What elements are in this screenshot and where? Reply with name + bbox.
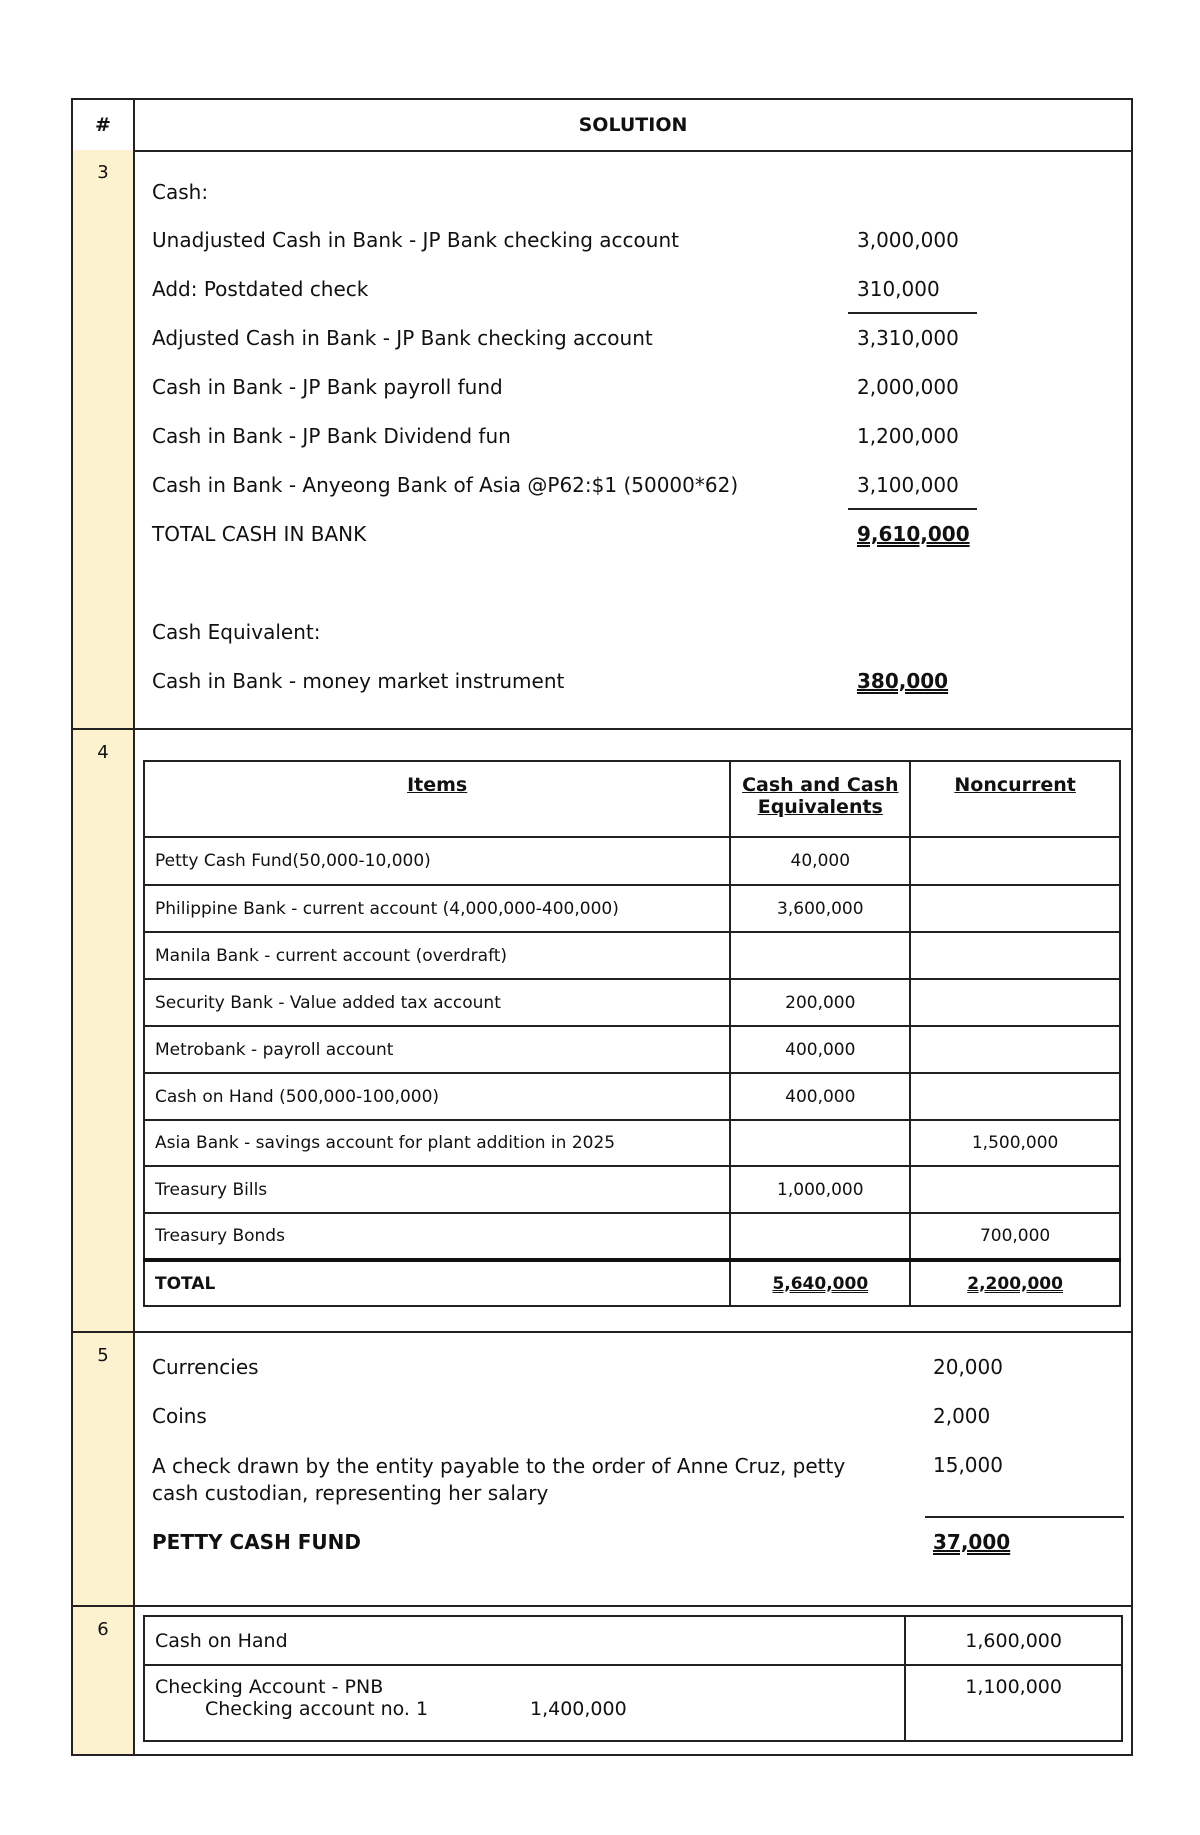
total-noncurrent: 2,200,000 bbox=[910, 1260, 1120, 1306]
cash-cell: 40,000 bbox=[730, 837, 910, 885]
cash-on-hand-label: Cash on Hand bbox=[144, 1616, 905, 1665]
checking-account-label: Checking Account - PNB bbox=[155, 1676, 384, 1698]
coins-label: Coins bbox=[152, 1404, 207, 1428]
s3-row-amount: 3,310,000 bbox=[857, 326, 959, 350]
total-cash-in-bank-label: TOTAL CASH IN BANK bbox=[152, 522, 367, 546]
money-market-amount: 380,000 bbox=[857, 669, 949, 693]
table-row bbox=[144, 979, 1120, 1026]
sub-account-label: Checking account no. 1 bbox=[205, 1698, 429, 1720]
s3-row-amount: 2,000,000 bbox=[857, 375, 959, 399]
check-amount: 15,000 bbox=[933, 1453, 1003, 1477]
total-cash-in-bank-amount: 9,610,000 bbox=[857, 522, 970, 546]
number-header: # bbox=[73, 100, 133, 152]
items-header: Items bbox=[144, 761, 730, 837]
checking-account-amount: 1,100,000 bbox=[905, 1665, 1122, 1741]
subtotal-rule bbox=[848, 508, 977, 510]
cash-cell: 200,000 bbox=[730, 979, 910, 1026]
check-label: A check drawn by the entity payable to the order of Anne Cruz, petty cash custodian, representing her salary bbox=[152, 1454, 846, 1505]
section-divider bbox=[135, 1331, 1131, 1333]
s3-row-label: Cash in Bank - Anyeong Bank of Asia @P62:$1 (50000*62) bbox=[152, 473, 739, 497]
sub-account-amount: 1,400,000 bbox=[530, 1698, 627, 1720]
item-cell: Asia Bank - savings account for plant addition in 2025 bbox=[144, 1120, 730, 1166]
s3-row-label: Cash in Bank - JP Bank payroll fund bbox=[152, 375, 503, 399]
cash-equivalents-header: Cash and Cash Equivalents bbox=[730, 761, 910, 837]
problem-number-5: 5 bbox=[73, 1333, 133, 1607]
total-cash: 5,640,000 bbox=[730, 1260, 910, 1306]
noncurrent-header: Noncurrent bbox=[910, 761, 1120, 837]
coins-amount: 2,000 bbox=[933, 1404, 991, 1428]
noncurrent-cell bbox=[910, 1073, 1120, 1120]
section-divider bbox=[135, 728, 1131, 730]
noncurrent-cell bbox=[910, 837, 1120, 885]
table-row bbox=[144, 1213, 1120, 1260]
cash-equivalent-heading: Cash Equivalent: bbox=[152, 620, 321, 644]
problem-number-6: 6 bbox=[73, 1607, 133, 1754]
cash-cell: 1,000,000 bbox=[730, 1166, 910, 1213]
item-cell: Treasury Bills bbox=[144, 1166, 730, 1213]
cash-cell: 400,000 bbox=[730, 1026, 910, 1073]
s3-row-amount: 3,000,000 bbox=[857, 228, 959, 252]
total-label: TOTAL bbox=[144, 1260, 730, 1306]
money-market-label: Cash in Bank - money market instrument bbox=[152, 669, 565, 693]
table-row bbox=[144, 1120, 1120, 1166]
s3-row-amount: 310,000 bbox=[857, 277, 940, 301]
solution-header: SOLUTION bbox=[135, 100, 1131, 152]
s3-row-amount: 3,100,000 bbox=[857, 473, 959, 497]
s3-row-amount: 1,200,000 bbox=[857, 424, 959, 448]
subtotal-rule bbox=[848, 312, 977, 314]
cash-cell bbox=[730, 1120, 910, 1166]
item-cell: Security Bank - Value added tax account bbox=[144, 979, 730, 1026]
table-row bbox=[144, 932, 1120, 979]
table-row bbox=[144, 885, 1120, 932]
table-header-row bbox=[144, 761, 1120, 837]
cash-details-table bbox=[143, 1615, 1123, 1742]
table-row bbox=[144, 1166, 1120, 1213]
cash-cell bbox=[730, 932, 910, 979]
noncurrent-cell: 1,500,000 bbox=[910, 1120, 1120, 1166]
item-cell: Treasury Bonds bbox=[144, 1213, 730, 1260]
cash-on-hand-amount: 1,600,000 bbox=[905, 1616, 1122, 1665]
cash-heading: Cash: bbox=[152, 180, 209, 204]
noncurrent-cell bbox=[910, 1166, 1120, 1213]
item-cell: Cash on Hand (500,000-100,000) bbox=[144, 1073, 730, 1120]
table-row bbox=[144, 1665, 1122, 1741]
problem-number-4: 4 bbox=[73, 730, 133, 1333]
s3-row-label: Cash in Bank - JP Bank Dividend fun bbox=[152, 424, 511, 448]
table-row bbox=[144, 837, 1120, 885]
noncurrent-cell bbox=[910, 979, 1120, 1026]
currencies-label: Currencies bbox=[152, 1355, 259, 1379]
table-total-row bbox=[144, 1260, 1120, 1306]
item-cell: Petty Cash Fund(50,000-10,000) bbox=[144, 837, 730, 885]
table-row bbox=[144, 1026, 1120, 1073]
noncurrent-cell bbox=[910, 932, 1120, 979]
item-cell: Philippine Bank - current account (4,000,000-400,000) bbox=[144, 885, 730, 932]
problem-number-3: 3 bbox=[73, 150, 133, 730]
s3-row-label: Add: Postdated check bbox=[152, 277, 369, 301]
s3-row-label: Unadjusted Cash in Bank - JP Bank checking account bbox=[152, 228, 679, 252]
cash-classification-table bbox=[143, 760, 1121, 1307]
currencies-amount: 20,000 bbox=[933, 1355, 1003, 1379]
sub-account-line bbox=[155, 1698, 894, 1725]
noncurrent-cell bbox=[910, 885, 1120, 932]
item-cell: Manila Bank - current account (overdraft) bbox=[144, 932, 730, 979]
petty-cash-fund-label: PETTY CASH FUND bbox=[152, 1530, 362, 1554]
petty-cash-fund-amount: 37,000 bbox=[933, 1530, 1011, 1554]
subtotal-rule bbox=[925, 1516, 1124, 1518]
number-column bbox=[73, 100, 135, 1754]
cash-cell: 400,000 bbox=[730, 1073, 910, 1120]
s3-row-label: Adjusted Cash in Bank - JP Bank checking account bbox=[152, 326, 653, 350]
table-row bbox=[144, 1073, 1120, 1120]
checking-account-cell bbox=[144, 1665, 905, 1741]
section-divider bbox=[135, 1605, 1131, 1607]
cash-cell: 3,600,000 bbox=[730, 885, 910, 932]
noncurrent-cell bbox=[910, 1026, 1120, 1073]
noncurrent-cell: 700,000 bbox=[910, 1213, 1120, 1260]
table-row bbox=[144, 1616, 1122, 1665]
cash-cell bbox=[730, 1213, 910, 1260]
item-cell: Metrobank - payroll account bbox=[144, 1026, 730, 1073]
